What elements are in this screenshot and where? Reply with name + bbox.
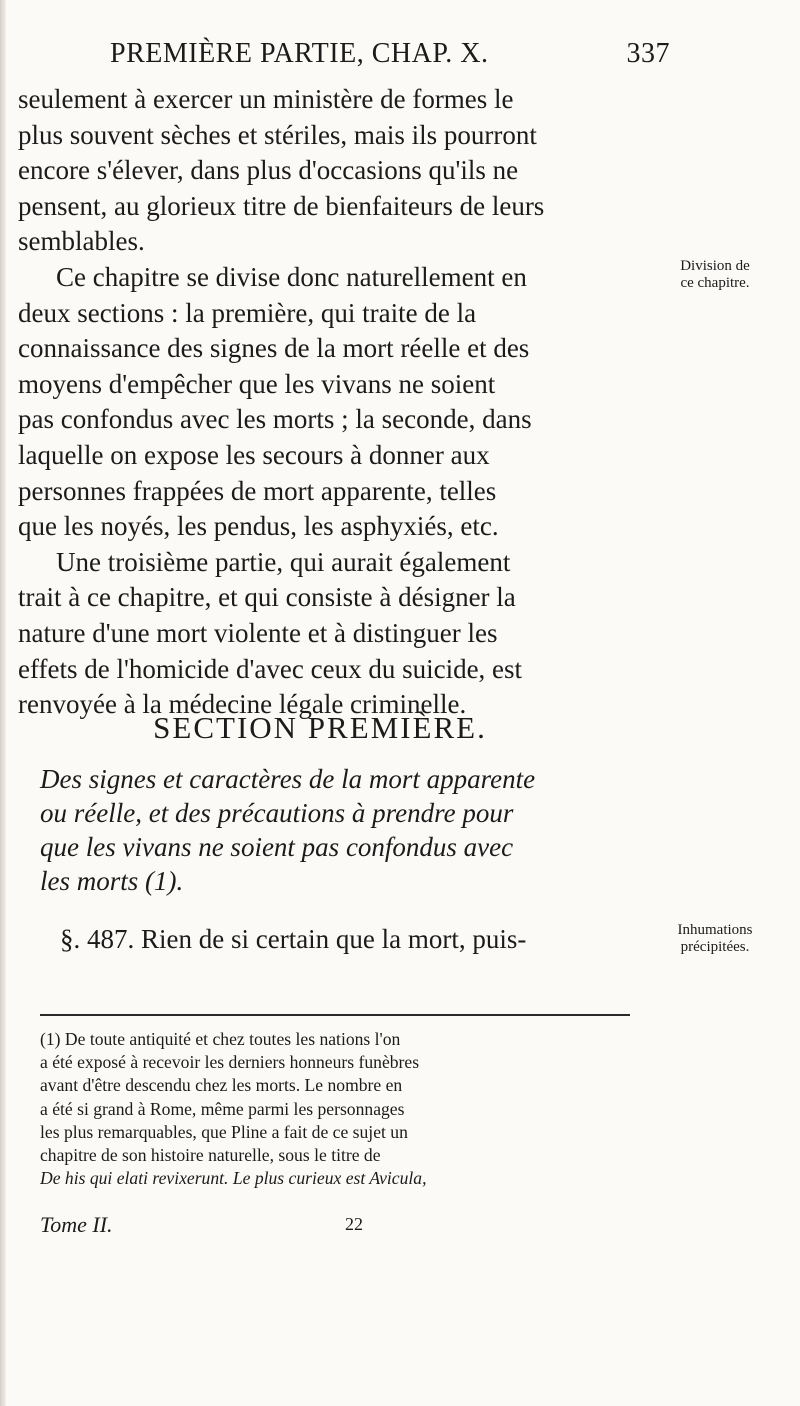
signature-line (40, 1212, 640, 1238)
footnote-line: les plus remarquables, que Pline a fait de ce sujet un (40, 1121, 408, 1142)
body-line: moyens d'empêcher que les vivans ne soient (18, 368, 496, 399)
body-line: semblables. (18, 226, 145, 257)
footnote-line: a été exposé à recevoir les derniers honneurs funèbres (40, 1052, 420, 1073)
body-line: pensent, au glorieux titre de bienfaiteurs de leurs (18, 190, 545, 221)
body-line: plus souvent sèches et stériles, mais ils pourront (18, 119, 537, 150)
body-line: que les noyés, les pendus, les asphyxiés, etc. (18, 511, 499, 542)
subtitle-line: que les vivans ne soient pas confondus avec (40, 832, 514, 862)
footnote-line: avant d'être descendu chez les morts. Le nombre en (40, 1075, 403, 1096)
body-line: pas confondus avec les morts ; la seconde, dans (18, 404, 532, 435)
body-line: deux sections : la première, qui traite de la (18, 297, 477, 328)
body-line: seulement à exercer un ministère de formes le (18, 84, 514, 114)
section-title: SECTION PREMIÈRE. (153, 710, 487, 745)
body-line: personnes frappées de mort apparente, telles (18, 475, 497, 506)
body-line: laquelle on expose les secours à donner aux (18, 439, 490, 470)
page-binding-edge (0, 0, 6, 1406)
footnote-line: De his qui elati revixerunt. Le plus curieux est Avicula, (40, 1168, 427, 1189)
running-title: PREMIÈRE PARTIE, CHAP. X. (110, 38, 489, 69)
section-subtitle (40, 762, 640, 898)
footnote-rule (40, 1014, 630, 1016)
body-line: Ce chapitre se divise donc naturellement en (56, 261, 527, 292)
margin-note-inhumations (640, 922, 790, 956)
body-text (18, 82, 618, 723)
footnote (40, 1028, 640, 1190)
subtitle-line: les morts (1). (40, 866, 184, 896)
margin-note-line: ce chapitre. (680, 275, 750, 291)
footnote-line: a été si grand à Rome, même parmi les personnages (40, 1098, 405, 1119)
body-line: trait à ce chapitre, et qui consiste à désigner la (18, 582, 516, 613)
subtitle-line: Des signes et caractères de la mort apparente (40, 764, 536, 794)
subtitle-line: ou réelle, et des précautions à prendre pour (40, 798, 514, 828)
page-number: 337 (626, 38, 670, 69)
margin-note-line: Inhumations (677, 922, 753, 938)
footnote-line: chapitre de son histoire naturelle, sous le titre de (40, 1145, 381, 1166)
tome-label: Tome II. (40, 1212, 113, 1237)
body-line: encore s'élever, dans plus d'occasions qu'ils ne (18, 155, 519, 186)
body-line: Une troisième partie, qui aurait également (56, 546, 511, 577)
body-line: connaissance des signes de la mort réelle et des (18, 333, 530, 364)
margin-note-line: Division de (680, 258, 750, 274)
margin-note-line: précipitées. (680, 939, 750, 955)
body-line: nature d'une mort violente et à distinguer les (18, 617, 498, 648)
body-line: renvoyée à la médecine légale criminelle. (18, 689, 467, 720)
margin-note-division (640, 258, 790, 292)
running-header (110, 38, 670, 70)
body-line: effets de l'homicide d'avec ceux du suicide, est (18, 653, 523, 684)
paragraph-487: §. 487. Rien de si certain que la mort, puis- (60, 924, 527, 954)
signature-mark: 22 (345, 1214, 363, 1234)
footnote-line: (1) De toute antiquité et chez toutes les nations l'on (40, 1029, 401, 1049)
